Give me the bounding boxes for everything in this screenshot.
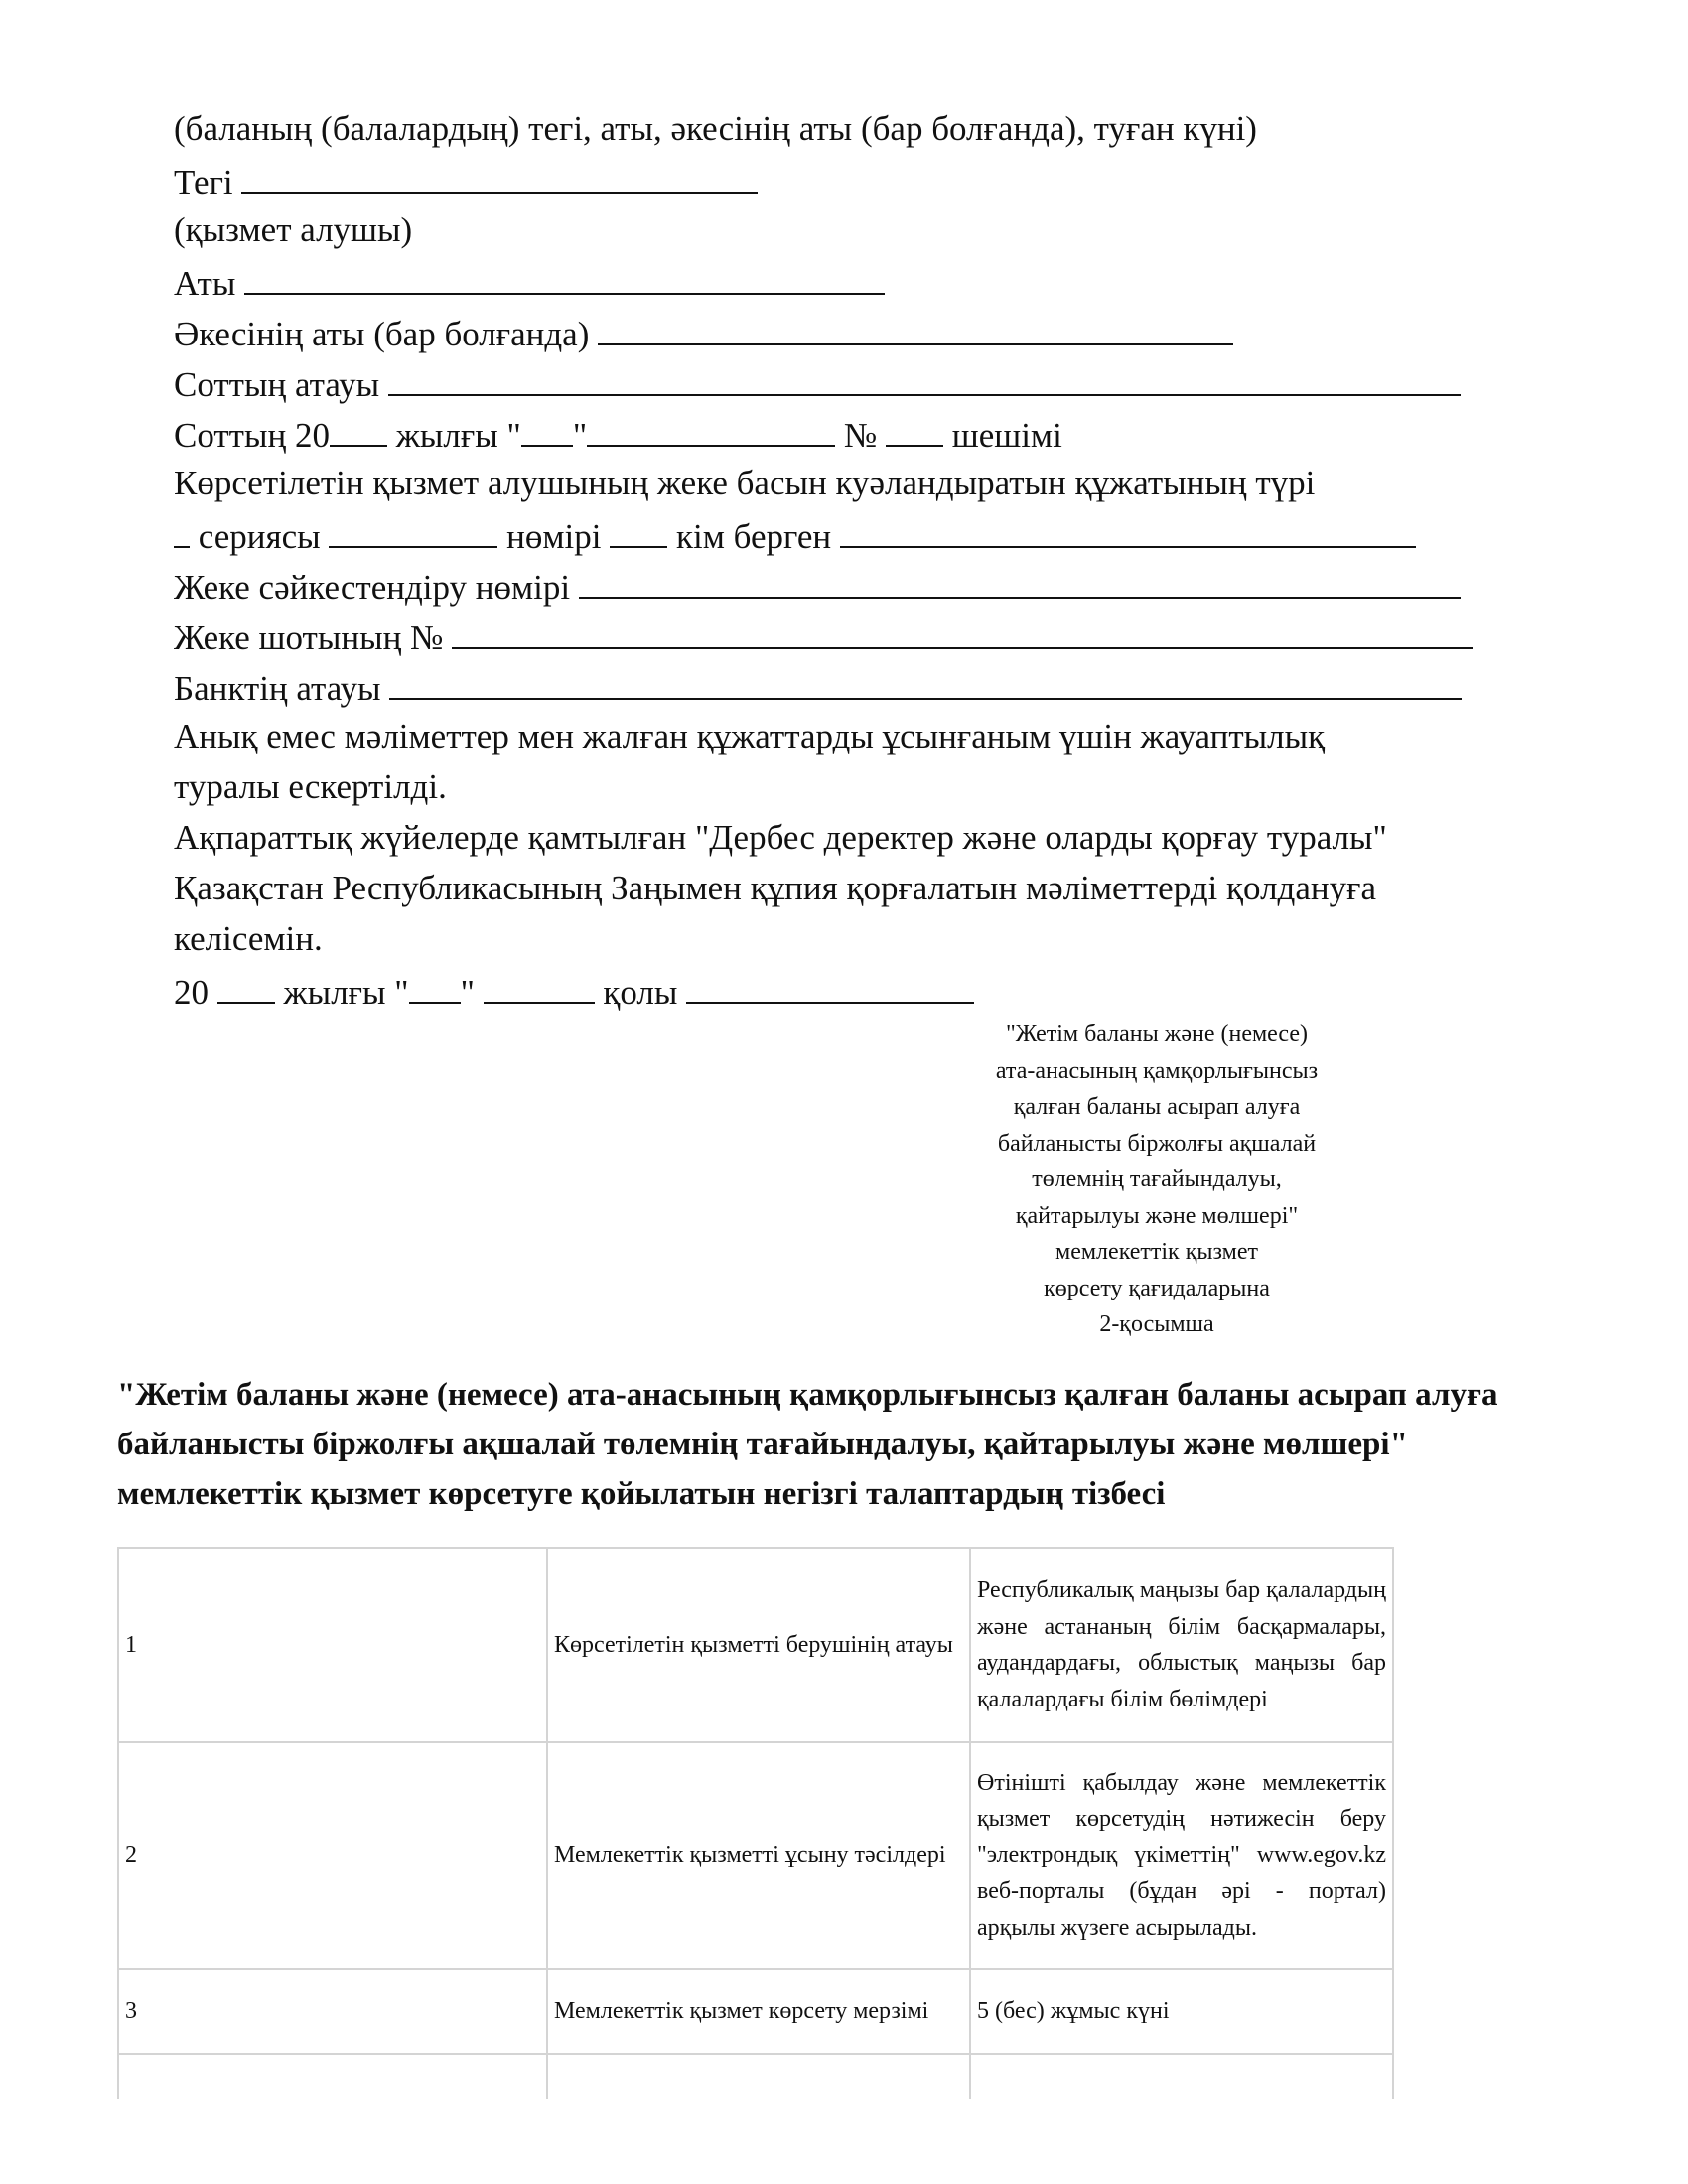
document-title-line-3: мемлекеттік қызмет көрсетуге қойылатын негізгі талаптардың тізбесі bbox=[117, 1476, 1166, 1512]
court-name-field[interactable] bbox=[388, 356, 1461, 396]
warning-line-1 bbox=[174, 711, 1544, 761]
table-row bbox=[118, 1548, 1393, 1742]
consent-line-1 bbox=[174, 812, 1544, 863]
row-number: 2 bbox=[118, 1742, 547, 1969]
empty-cell bbox=[118, 2054, 547, 2099]
surname-line bbox=[174, 154, 1544, 205]
row-name: Көрсетілетін қызметті берушінің атауы bbox=[547, 1548, 970, 1742]
annex-line: төлемнің тағайындалуы, bbox=[1032, 1166, 1282, 1192]
signature-quote: " bbox=[460, 973, 475, 1012]
id-document-label: Көрсетілетін қызмет алушының жеке басын куәландыратын құжатының түрі bbox=[174, 464, 1316, 502]
signature-year-field[interactable] bbox=[217, 964, 275, 1004]
annex-line: көрсету қағидаларына bbox=[1044, 1275, 1270, 1301]
row-name: Мемлекеттік қызметті ұсыну тәсілдері bbox=[547, 1742, 970, 1969]
court-decision-line bbox=[174, 407, 1544, 458]
issued-by-label: кім берген bbox=[675, 517, 832, 556]
name-label: Аты bbox=[174, 264, 236, 303]
court-decision-year-field[interactable] bbox=[330, 407, 387, 447]
court-decision-number-sign: № bbox=[843, 416, 878, 455]
court-decision-number-field[interactable] bbox=[886, 407, 943, 447]
id-document-type-field[interactable] bbox=[174, 508, 190, 548]
row-number: 1 bbox=[118, 1548, 547, 1742]
service-recipient-note: (қызмет алушы) bbox=[174, 210, 413, 249]
number-label: нөмірі bbox=[506, 517, 602, 556]
row-name: Мемлекеттік қызмет көрсету мерзімі bbox=[547, 1969, 970, 2054]
table-row bbox=[118, 1742, 1393, 1969]
service-recipient-line bbox=[174, 205, 1544, 255]
court-name-line bbox=[174, 356, 1544, 407]
court-decision-prefix: Соттың 20 bbox=[174, 416, 330, 455]
requirements-table bbox=[117, 1547, 1394, 2099]
warning-line-2 bbox=[174, 761, 1544, 812]
account-line bbox=[174, 610, 1544, 660]
child-info-line bbox=[174, 103, 1544, 154]
warning-text-2: туралы ескертілді. bbox=[174, 767, 447, 806]
consent-text-2: Қазақстан Республикасының Заңымен құпия қорғалатын мәліметтерді қолдануға bbox=[174, 869, 1377, 907]
court-name-label: Соттың атауы bbox=[174, 365, 380, 404]
consent-text-1: Ақпараттық жүйелерде қамтылған "Дербес деректер және оларды қорғау туралы" bbox=[174, 818, 1387, 857]
row-value: Республикалық маңызы бар қалалардың және астананың білім басқармалары, аудандардағы, облыстық маңызы бар қалалардағы білім бөлімдері bbox=[970, 1548, 1393, 1742]
table-row-continued bbox=[118, 2054, 1393, 2099]
signature-year-suffix: жылғы " bbox=[283, 973, 409, 1012]
row-value: 5 (бес) жұмыс күні bbox=[970, 1969, 1393, 2054]
consent-line-3 bbox=[174, 913, 1544, 964]
annex-reference bbox=[933, 1017, 1380, 1343]
id-document-line bbox=[174, 458, 1544, 508]
consent-line-2 bbox=[174, 863, 1544, 913]
surname-label: Тегі bbox=[174, 163, 233, 202]
iin-field[interactable] bbox=[579, 559, 1461, 599]
bank-label: Банктің атауы bbox=[174, 669, 381, 708]
annex-line: мемлекеттік қызмет bbox=[1055, 1239, 1258, 1265]
patronymic-line bbox=[174, 306, 1544, 356]
child-info-caption: (баланың (балалардың) тегі, аты, әкесінің аты (бар болғанда), туған күні) bbox=[174, 109, 1257, 148]
annex-line: "Жетім баланы және (немесе) bbox=[1006, 1022, 1308, 1047]
patronymic-field[interactable] bbox=[598, 306, 1233, 345]
row-value: Өтінішті қабылдау және мемлекеттік қызмет көрсетудің нәтижесін беру "электрондық үкіметтің" www.egov.kz веб-порталы (бұдан әрі - портал) арқылы жүзеге асырылады. bbox=[970, 1742, 1393, 1969]
annex-line: ата-анасының қамқорлығынсыз bbox=[995, 1057, 1319, 1084]
patronymic-label: Әкесінің аты (бар болғанда) bbox=[174, 315, 590, 353]
name-line bbox=[174, 255, 1544, 306]
warning-text-1: Анық емес мәліметтер мен жалған құжаттарды ұсынғаным үшін жауаптылық bbox=[174, 717, 1326, 755]
series-field[interactable] bbox=[329, 508, 497, 548]
annex-line: қалған баланы асырап алуға bbox=[1013, 1094, 1301, 1120]
empty-cell bbox=[970, 2054, 1393, 2099]
signature-month-field[interactable] bbox=[484, 964, 595, 1004]
signature-day-field[interactable] bbox=[409, 964, 461, 1004]
bank-field[interactable] bbox=[389, 660, 1462, 700]
document-title bbox=[117, 1370, 1587, 1519]
document-title-line-2: байланысты біржолғы ақшалай төлемнің тағайындалуы, қайтарылуы және мөлшері" bbox=[117, 1427, 1408, 1462]
signature-field[interactable] bbox=[686, 964, 974, 1004]
row-number: 3 bbox=[118, 1969, 547, 2054]
series-label: серияcы bbox=[198, 517, 321, 556]
iin-line bbox=[174, 559, 1544, 610]
surname-field[interactable] bbox=[241, 154, 758, 194]
annex-line: 2-қосымша bbox=[1099, 1311, 1214, 1337]
court-decision-year-suffix: жылғы " bbox=[395, 416, 521, 455]
signature-year-prefix: 20 bbox=[174, 973, 209, 1012]
iin-label: Жеке сәйкестендіру нөмірі bbox=[174, 568, 571, 607]
court-decision-day-field[interactable] bbox=[521, 407, 573, 447]
signature-label: қолы bbox=[603, 973, 678, 1012]
annex-line: байланысты біржолғы ақшалай bbox=[997, 1130, 1317, 1157]
consent-text-3: келісемін. bbox=[174, 919, 323, 958]
empty-cell bbox=[547, 2054, 970, 2099]
court-decision-month-field[interactable] bbox=[587, 407, 835, 447]
court-decision-suffix: шешімі bbox=[951, 416, 1062, 455]
table-row bbox=[118, 1969, 1393, 2054]
court-decision-quote: " bbox=[572, 416, 588, 455]
id-document-details-line bbox=[174, 508, 1544, 559]
bank-line bbox=[174, 660, 1544, 711]
annex-line: қайтарылуы және мөлшері" bbox=[1015, 1202, 1299, 1229]
signature-line bbox=[174, 964, 1544, 1015]
issued-by-field[interactable] bbox=[840, 508, 1416, 548]
name-field[interactable] bbox=[244, 255, 885, 295]
account-field[interactable] bbox=[452, 610, 1473, 649]
account-label: Жеке шотының № bbox=[174, 618, 444, 657]
number-field[interactable] bbox=[610, 508, 667, 548]
document-title-line-1: "Жетім баланы және (немесе) ата-анасының қамқорлығынсыз қалған баланы асырап алуға bbox=[117, 1377, 1498, 1413]
application-form bbox=[174, 103, 1544, 1015]
